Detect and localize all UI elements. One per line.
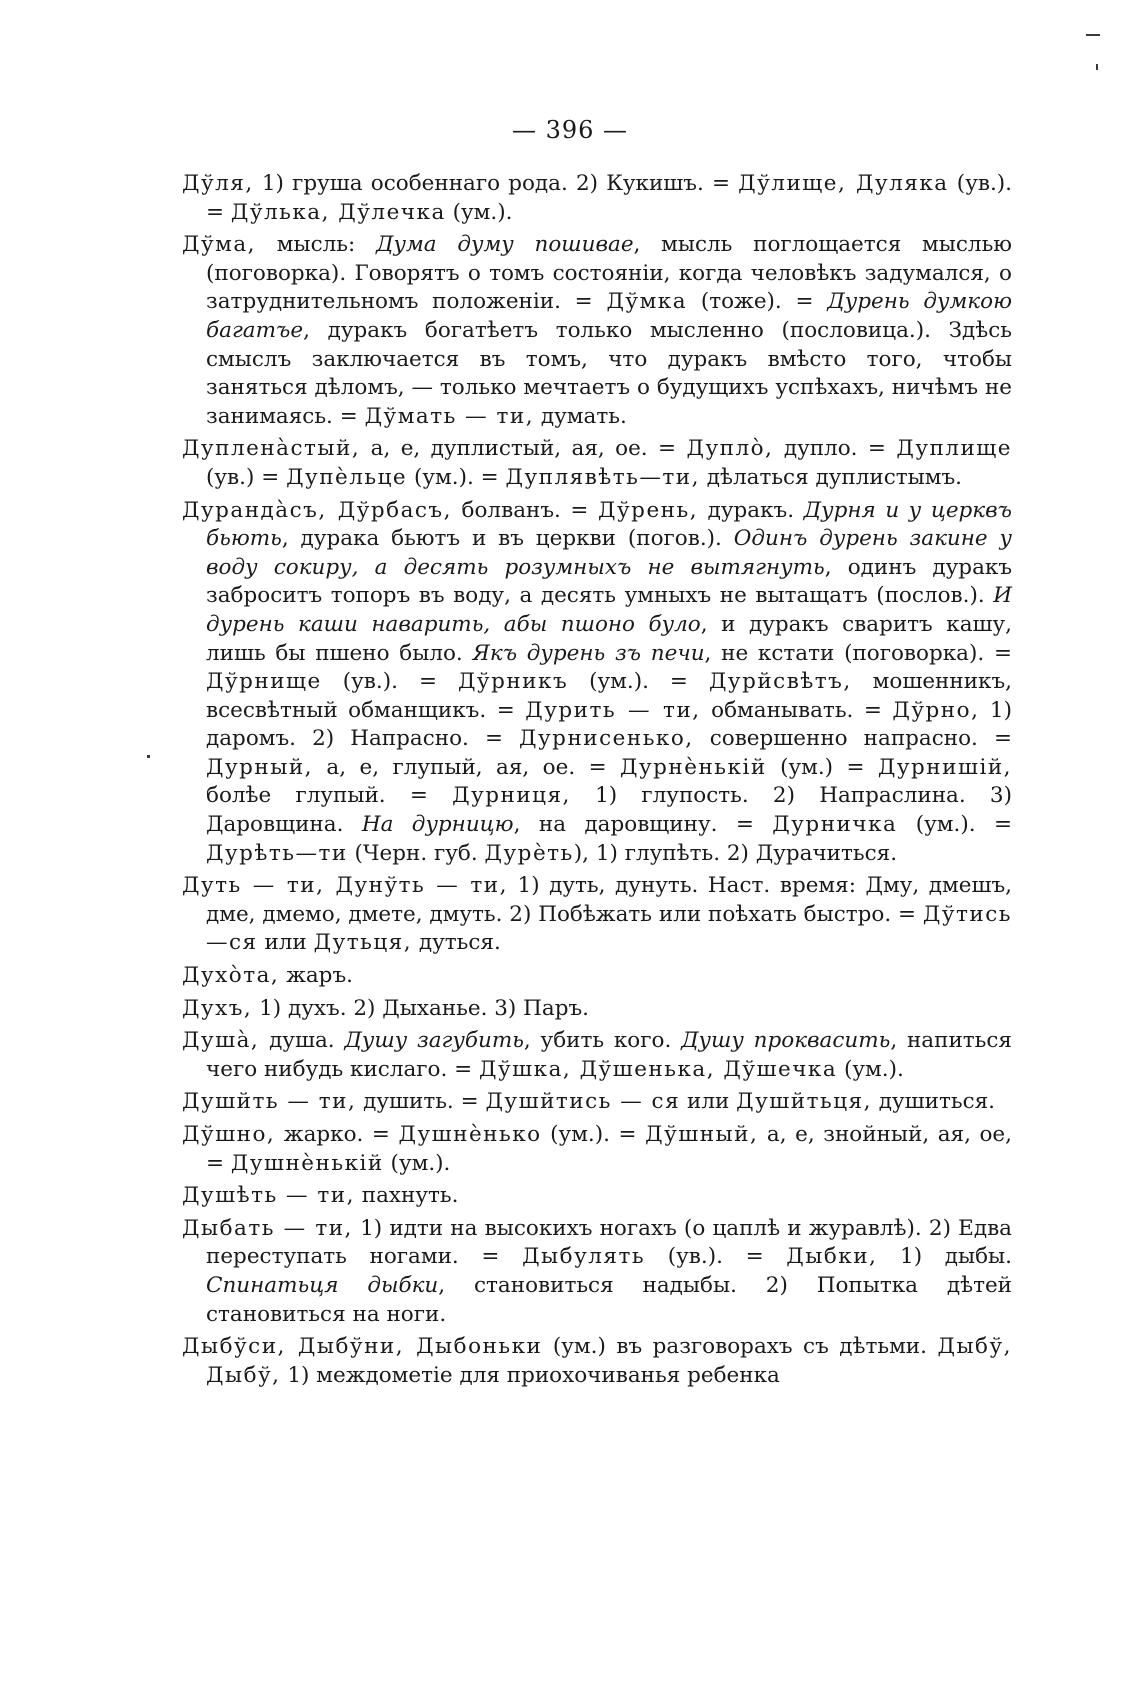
- headword: Дўтись—ся: [206, 901, 1012, 956]
- definition-text: 1) глупость. 2) Напраслина. 3) Даровщина.: [206, 783, 1012, 838]
- headword: Дыбки,: [786, 1244, 878, 1270]
- headword: Духъ,: [182, 995, 253, 1021]
- definition-text: 1) дуть, дунуть. Наст. время: Дму, дмешъ, дме, дмемо, дмете, дмуть. 2) Побѣжать или поѣхать быстро. =: [206, 873, 1012, 927]
- definition-text: пахнуть.: [354, 1183, 459, 1209]
- headword: Дўшно,: [182, 1122, 276, 1147]
- headword: Дурничка: [772, 812, 898, 838]
- headword: Дурить — ти,: [525, 697, 701, 723]
- dictionary-entry: [182, 995, 1012, 1024]
- scan-mark: [147, 755, 150, 758]
- headword: Дыбать — ти,: [182, 1215, 353, 1241]
- headword: Дутьця,: [313, 930, 413, 956]
- dictionary-entry: [182, 1215, 1012, 1329]
- example-phrase: Дурень думкою багатъе: [206, 289, 1012, 343]
- example-phrase: Якъ дурень зъ печи: [472, 640, 705, 666]
- definition-text: , дурака бьютъ и въ церкви (погов.).: [281, 526, 734, 552]
- dictionary-entry: [182, 170, 1012, 227]
- definition-text: душить. =: [356, 1089, 486, 1115]
- definition-text: (ум.).: [445, 199, 513, 225]
- headword: Дурѣть—ти: [206, 840, 348, 866]
- definition-text: 1) идти на высокихъ ногахъ (о цаплѣ и журавлѣ). 2) Едва переступать ногами. =: [206, 1215, 1012, 1270]
- headword: Дурèть: [484, 840, 574, 866]
- headword: Дўрно,: [892, 697, 980, 723]
- headword: Душнèнько: [398, 1122, 542, 1147]
- headword: Дўрникъ: [457, 669, 569, 695]
- definition-text: дуться.: [412, 930, 501, 956]
- definition-text: мысль:: [256, 232, 376, 258]
- definition-text: (ум.). =: [568, 669, 709, 695]
- headword: Дўмка: [606, 289, 688, 315]
- definition-text: , не кстати (поговорка). =: [704, 640, 1012, 666]
- headword: Дупèльце: [286, 464, 408, 490]
- definition-text: (ум.) въ разговорахъ съ дѣтьми.: [542, 1334, 938, 1360]
- definition-text: 1) дыбы.: [877, 1244, 1012, 1270]
- definition-text: , одинъ дуракъ заброситъ топоръ въ воду, а десять умныхъ не вытащатъ (послов.).: [206, 554, 1012, 609]
- headword: Дўшный,: [645, 1122, 759, 1147]
- definition-text: болѣе глупый. =: [206, 783, 453, 809]
- example-phrase: На дурницю: [361, 812, 514, 838]
- headword: Дуплище: [896, 436, 1013, 462]
- headword: Дўшка, Дўшенька, Дўшечка: [479, 1056, 838, 1082]
- definition-text: ), 1) глупѣть. 2) Дурачиться.: [573, 840, 898, 866]
- definition-text: жаръ.: [279, 963, 353, 989]
- definition-text: (ув.). =: [206, 171, 1012, 225]
- headword: Дўрнище: [206, 669, 322, 695]
- dictionary-entry: [182, 1182, 1012, 1211]
- definition-text: (ум.).: [837, 1056, 904, 1082]
- definition-text: , на даровщину. =: [513, 812, 773, 838]
- headword: Дўрень,: [598, 497, 699, 523]
- dictionary-entry: [182, 1027, 1012, 1084]
- headword: Дўлище, Дуляка: [738, 171, 949, 196]
- definition-text: болванъ. =: [451, 497, 599, 523]
- headword: Дуплявѣть—ти,: [505, 464, 700, 490]
- dictionary-entry: [182, 1333, 1012, 1390]
- headword: Дурнишій,: [877, 754, 1012, 780]
- example-phrase: Душу проквасить: [681, 1028, 891, 1054]
- headword: Душѣть — ти,: [182, 1183, 355, 1209]
- dictionary-entry: [182, 1088, 1012, 1117]
- definition-text: (ум.) =: [766, 754, 878, 780]
- definition-text: 1) междометіе для приохочиванья ребенка: [280, 1362, 780, 1388]
- example-phrase: Душу загубить: [344, 1028, 524, 1054]
- example-phrase: Спинатьця дыбки: [206, 1272, 439, 1298]
- headword: Дуть — ти, Дунўть — ти,: [182, 873, 508, 899]
- headword: Дурйсвѣтъ,: [708, 669, 852, 695]
- headword: Дуплò,: [686, 436, 774, 462]
- dictionary-entry: [182, 872, 1012, 958]
- definition-text: жарко. =: [275, 1122, 399, 1147]
- definition-text: думать.: [534, 403, 627, 429]
- dictionary-entries: [182, 170, 1012, 1394]
- headword: Дыбулять: [522, 1244, 646, 1270]
- headword: Душйть — ти,: [182, 1089, 357, 1115]
- headword: Дурниця,: [452, 783, 571, 809]
- definition-text: дѣлаться дуплистымъ.: [699, 464, 962, 490]
- headword: Дупленàстый,: [182, 436, 361, 462]
- headword: Душйтьця,: [736, 1089, 872, 1115]
- headword: Душйтись — ся: [485, 1089, 681, 1115]
- headword: Дўмать — ти,: [364, 403, 535, 429]
- definition-text: 1) духъ. 2) Дыханье. 3) Паръ.: [252, 995, 589, 1021]
- page-number: — 396 —: [511, 116, 629, 144]
- definition-text: (ум.). =: [541, 1122, 646, 1147]
- headword: Дурный,: [206, 754, 313, 780]
- headword: Дыбў, Дыбў,: [206, 1334, 1012, 1388]
- dictionary-entry: [182, 231, 1012, 431]
- definition-text: мошенникъ, всесвѣтный обманщикъ. =: [206, 669, 1012, 723]
- dictionary-entry: [182, 1121, 1012, 1178]
- definition-text: (ум.). =: [407, 464, 506, 490]
- definition-text: обманывать. =: [700, 697, 893, 723]
- definition-text: или: [257, 930, 314, 956]
- headword: Душà,: [182, 1028, 260, 1054]
- definition-text: , и дуракъ сваритъ кашу, лишь бы пшено было.: [206, 611, 1012, 666]
- definition-text: дуракъ.: [698, 497, 804, 523]
- definition-text: или: [680, 1089, 737, 1115]
- definition-text: (ум.).: [383, 1150, 451, 1176]
- dictionary-entry: [182, 962, 1012, 991]
- definition-text: душа.: [259, 1028, 345, 1054]
- headword: Душнèнькій: [230, 1150, 384, 1176]
- example-phrase: Дурня и у церквъ бьють: [206, 497, 1012, 552]
- definition-text: , напиться чего нибудь кислаго. =: [206, 1028, 1012, 1082]
- example-phrase: Одинъ дурень закине у воду сокиру, а десять розумныхъ не вытягнуть: [206, 526, 1012, 580]
- definition-text: а, е, дуплистый, ая, ое. =: [360, 436, 687, 462]
- headword: Дурандàсъ, Дўрбасъ,: [182, 497, 452, 523]
- example-phrase: И дурень каши наварить, абы пшоно було: [206, 583, 1012, 637]
- definition-text: душиться.: [871, 1089, 996, 1115]
- definition-text: совершенно напрасно. =: [693, 726, 1012, 752]
- definition-text: (ув.). =: [321, 669, 458, 695]
- definition-text: , становиться надыбы. 2) Попытка дѣтей становиться на ноги.: [206, 1272, 1013, 1327]
- headword: Дўлька, Дўлечка: [230, 199, 446, 225]
- headword: Дурнисенько,: [519, 726, 694, 752]
- example-phrase: Дума думу пошивае: [376, 232, 634, 258]
- definition-text: 1) даромъ. 2) Напрасно. =: [206, 697, 1012, 752]
- headword: Дўля,: [182, 171, 254, 196]
- definition-text: а, е, знойный, ая, ое, =: [206, 1122, 1012, 1176]
- headword: Дурнèнькій: [620, 754, 767, 780]
- definition-text: (Черн. губ.: [347, 840, 485, 866]
- scan-mark: [1086, 34, 1100, 36]
- headword: Дыбўси, Дыбўни, Дыбоньки: [182, 1334, 543, 1360]
- definition-text: (тоже). =: [687, 289, 828, 315]
- definition-text: , мысль поглощается мыслью (поговорка). Говорятъ о томъ состояніи, когда человѣкъ задумался, о затруднительномъ положеніи. =: [206, 232, 1012, 315]
- dictionary-entry: [182, 435, 1012, 492]
- definition-text: (ум.). =: [897, 812, 1012, 838]
- dictionary-entry: [182, 497, 1012, 869]
- definition-text: дупло. =: [773, 436, 897, 462]
- definition-text: , дуракъ богатѣетъ только мысленно (пословица.). Здѣсь смыслъ заключается въ томъ, что дуракъ вмѣсто того, чтобы заняться дѣломъ, — только мечтаетъ о будущихъ успѣхахъ, ничѣмъ не занимаясь. =: [206, 317, 1012, 429]
- definition-text: (ув.) =: [206, 464, 287, 490]
- headword: Дўма,: [182, 232, 257, 258]
- definition-text: (ув.). =: [645, 1244, 787, 1270]
- definition-text: а, е, глупый, ая, ое. =: [313, 754, 621, 780]
- definition-text: , убить кого.: [523, 1028, 682, 1054]
- scan-mark: [1096, 64, 1098, 70]
- definition-text: 1) груша особеннаго рода. 2) Кукишъ. =: [253, 171, 739, 196]
- headword: Духòта,: [182, 963, 280, 989]
